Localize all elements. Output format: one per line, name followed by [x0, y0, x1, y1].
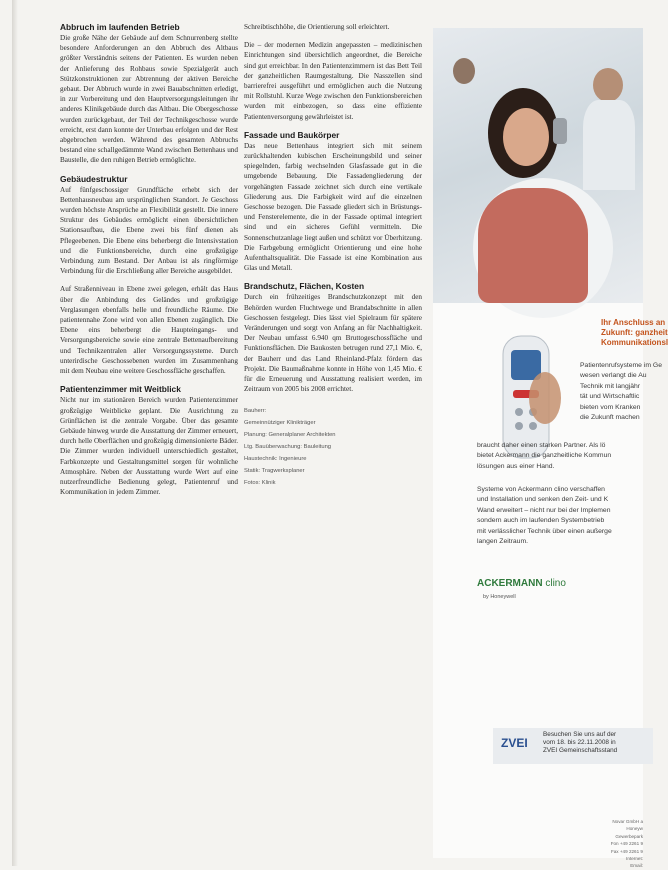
ad-text-line: lösungen aus einer Hand.: [477, 462, 555, 470]
ad-text-line: Systeme von Ackermann clino verschaffen: [477, 486, 605, 493]
footer-line: Email:: [630, 863, 643, 869]
footer-line: Fax +49 2261 9 Internet:: [610, 848, 643, 862]
credit-line: Bauherr:: [244, 407, 267, 414]
ad-text-line: Wand erweitert – nicht nur bei der Implemen: [477, 506, 611, 514]
paragraph: Die große Nähe der Gebäude auf dem Schnurrenberg stellte besondere Anforderungen an den Abbruch des Altbaus größter Verständnis seitens der Patienten. Es wurden neben der Anlieferung des Rohbaus sowie Spezialgerät auch Stützkonstruktionen zur Abtrennung der aktiven Bereiche gebaut. Der Abbruch wurde in zwei Bauabschnitten erledigt, in zur Vorbereitung und den Hauptversorgungsleitungen ihr anderes Klinikgebäude durch das Altbau. Die Obergeschosse wurden zurückgebaut, der Teil der Technikgeschosse wurde erreicht, erst dann konnte der Unterbau erfolgen und der Rest abgebrochen werden. Während des gesamten Abbruchs bestand eine schallgedämmte Wand zwischen Bettenhaus und Baustelle, die den ruhigen Betrieb ermöglichte.: [60, 34, 238, 165]
credits-block: [244, 405, 422, 489]
ad-text-right: [580, 361, 662, 423]
credit-line: Ltg. Bauüberwachung: Bauleitung: [244, 443, 332, 450]
text-column-left: [60, 22, 238, 505]
ad-text-line: Patientenrufsysteme im Ge: [580, 362, 662, 369]
ad-text-block: [477, 485, 612, 547]
headline-line: Zukunft: ganzheit: [601, 328, 668, 337]
zvei-text-line: ZVEI Gemeinschaftsstand: [543, 747, 618, 754]
brand-suffix: clino: [545, 578, 566, 589]
nurse-phone-photo: [433, 28, 643, 303]
paragraph: Auf fünfgeschossiger Grundfläche erhebt sich der Bettenhausneubau am ursprünglichen Standort. Je Geschoss wurden höchste Ansprüche an Flexibilität gestellt. Die innere Struktur des Gebäudes ermöglicht einen übersichtlichen Stationsaufbau, die Ebene zwei bis fünf dienen als Pflegeebenen. Die Ebene eins beherbergt die Intensivstation und die Funktionsbereiche, durch eine großzügige Verbindung zum Bestand. Der Anbau ist als ringförmige Verbindung für die Erschließung aller Bereiche ausgebildet.: [60, 185, 238, 276]
brand-name: ACKERMANN: [477, 578, 543, 589]
footer-line: Gewerbepark: [615, 833, 643, 839]
credit-line: Fotos: Klinik: [244, 479, 276, 486]
section-heading: Brandschutz, Flächen, Kosten: [244, 281, 365, 292]
ad-text-line: die Zukunft machen: [580, 414, 640, 422]
paragraph: Die – der modernen Medizin angepassten – medizinischen Einrichtungen sind übersichtlich angeordnet, die Bereiche sind gut erreichbar. In den Patientenzimmern ist das Bett Teil der ganzheitlichen Raumgestaltung. Die Nasszellen sind barrierefrei ausgeführt und ermöglichen auch die Nutzung mit Rollstuhl. Kurze Wege zwischen den Funktionsbereichen wurden mit einbezogen, so dass eine effiziente Patientenversorgung gewährleistet ist.: [244, 41, 422, 121]
credit-line: Statik: Tragwerksplaner: [244, 467, 305, 474]
ad-footer-address: [598, 818, 643, 870]
credit-line: Gemeinnütziger Klinikträger: [244, 419, 316, 426]
credit-line: Haustechnik: Ingenieure: [244, 455, 307, 462]
zvei-text: [543, 731, 617, 755]
page-fold-shadow: [12, 0, 18, 866]
headline-line: Ihr Anschluss an: [601, 318, 666, 327]
ad-text-line: tät und Wirtschaftlic: [580, 393, 640, 401]
ad-text-line: wesen verlangt die Au: [580, 372, 647, 380]
paragraph: Auf Straßenniveau in Ebene zwei gelegen, erhält das Haus über die Anbindung des Geländes und großzügige Verglasungen ebenfalls helle und freundliche Räume. Die patientennahe Zone wird von allen Ebenen zugänglich. Die Ebene eins beherbergt die Haupteingangs- und Versorgungsbereiche sowie eine zentrale Bettenaufbereitung und Technikzentralen aller Versorgungssysteme. Durch unterirdische Geschossebenen wurden im Zusammenhang mit dem Neubau eine weitere Geschossfläche geschaffen.: [60, 285, 238, 376]
footer-line: Fon +49 2261 9: [610, 841, 643, 847]
ad-headline: [601, 318, 668, 348]
paragraph: Nicht nur im stationären Bereich wurden Patientenzimmer großzügige Weitblicke geplant. Die Ausrichtung zu Grünflächen ist die zentrale Vorgabe. Über das gesamte Gebäude hinweg wurde die Ausstattung der Zimmer erneuert, durch helle Oberflächen und großzügig dimensionierte Bäder. Die Zimmer wurden individuell unterschiedlich gestaltet, Farbkonzepte und Gestaltungsmittel sorgen für wohnliche Atmosphäre. Neben der Ausstattung wurde Wert auf eine nutzerfreundliche Bedienung gelegt, Patientenruf und Kommunikation in jedem Zimmer.: [60, 396, 238, 497]
ad-text-line: mit verlässlicher Technik über einen außerge: [477, 527, 612, 535]
ad-text-block: [477, 441, 611, 472]
section-heading: Gebäudestruktur: [60, 173, 128, 184]
ad-text-line: bieten vom Kranken: [580, 403, 641, 411]
paragraph: Schreibtischhöhe, die Orientierung soll erleichtert.: [244, 23, 390, 31]
section-heading: Fassade und Baukörper: [244, 129, 340, 140]
section-heading: Patientenzimmer mit Weitblick: [60, 384, 181, 395]
credit-line: Planung: Generalplaner Architekten: [244, 431, 336, 438]
advertisement: [433, 28, 668, 869]
zvei-banner: [493, 728, 653, 764]
ackermann-logo: [477, 578, 566, 589]
section-heading: Abbruch im laufenden Betrieb: [60, 22, 180, 32]
ad-text-line: braucht daher einen starken Partner. Als lö: [477, 442, 606, 449]
ad-text-line: bietet Ackermann die ganzheitliche Kommun: [477, 452, 612, 460]
text-column-middle: [244, 22, 422, 489]
zvei-logo: ZVEI: [501, 736, 528, 750]
paragraph: Durch ein frühzeitiges Brandschutzkonzept mit den Behörden wurden Fluchtwege und Brandabschnitte in allen Geschossen festgelegt. Dies lässt viel Spielraum für spätere Veränderungen und sorgt von Anfang an für Nachhaltigkeit. Der Neubau umfasst 6.940 qm Bruttogeschossfläche und Funktionsflächen. Die Baukosten betrugen rund 27,1 Mio. €, der Bauherr und das Land Rheinland-Pfalz fördern das Projekt. Die Baumaßnahme konnte in Höhe von 1,45 Mio. € für die Erneuerung und Ausstattung realisiert werden, im Zeitraum von 2005 bis 2008 errichtet.: [244, 293, 422, 394]
ad-text-line: und Installation und senken den Zeit- und K: [477, 496, 609, 504]
ad-text-line: langen Zeitraum.: [477, 538, 529, 546]
headline-line: Kommunikationsl: [601, 338, 668, 347]
ad-text-line: Technik mit langjähr: [580, 382, 641, 390]
footer-line: Novar GmbH a Honeyw: [612, 819, 643, 832]
paragraph: Das neue Bettenhaus integriert sich mit seinem zurückhaltenden kubischen Erscheinungsbild und seiner spiegelnden, farbig wechselnden Glasfassade gut in die umgebende Bebauung. Die Fassadengliederung der vorgehängten Fassade zeichnet sich durch eine vertikale Gliederung aus. Die Farbigkeit wird auf die einzelnen Geschosse bezogen. Die Fassade gliedert sich in Brüstungs- und Fensterelemente, die in der Fassade optimal integriert sind und ein sicheres Gefühl vermitteln. Die Sonnenschutzanlage liegt außen und schützt vor Überhitzung. Die Farbgebung ermöglicht Orientierung und eine hohe Aufenthaltsqualität. Die Fassade ist eine Kombination aus Glas und Metall.: [244, 141, 422, 273]
zvei-text-line: Besuchen Sie uns auf der: [543, 731, 617, 738]
brand-by-line: by Honeywell: [483, 594, 516, 600]
zvei-text-line: vom 18. bis 22.11.2008 in: [543, 739, 616, 746]
ad-text-line: sondern auch im laufenden Systembetrieb: [477, 517, 605, 525]
